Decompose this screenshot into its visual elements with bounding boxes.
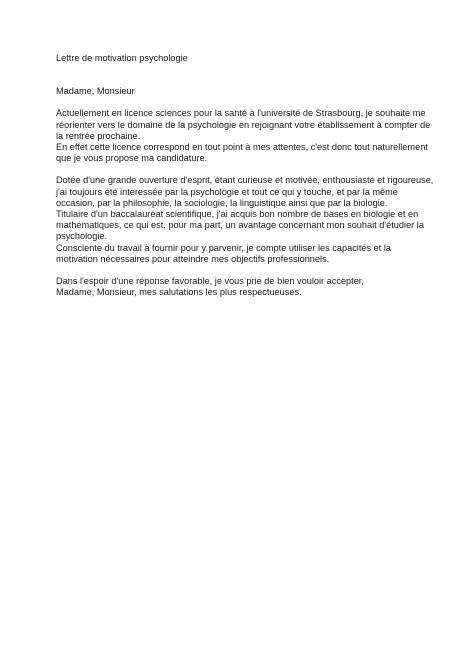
paragraph-profile <box>56 175 434 265</box>
letter-body <box>56 53 434 298</box>
paragraph-line: motivation nécessaires pour atteindre mes objectifs professionnels. <box>56 253 330 264</box>
paragraph-line: que je vous propose ma candidature. <box>56 153 208 164</box>
salutation: Madame, Monsieur <box>56 86 135 97</box>
paragraph-line: Dotée d'une grande ouverture d'esprit, étant curieuse et motivée, enthousiaste et rigoureuse, <box>56 175 434 186</box>
paragraph-line: réorienter vers le domaine de la psychologie en rejoignant votre établissement à compter de <box>56 119 431 130</box>
paragraph-intro <box>56 108 431 164</box>
paragraph-line: Titulaire d'un baccalauréat scientifique, j'ai acquis bon nombre de bases en biologie et en <box>56 209 419 220</box>
paragraph-line: Consciente du travail à fournir pour y parvenir, je compte utiliser les capacités et la <box>56 242 391 253</box>
paragraph-line: Madame, Monsieur, mes salutations les plus respectueuses. <box>56 287 302 298</box>
paragraph-line: mathématiques, ce qui est, pour ma part, un avantage concernant mon souhait d'étudier la <box>56 220 424 231</box>
spacer <box>56 97 426 108</box>
paragraph-line: Actuellement en licence sciences pour la santé à l'université de Strasbourg, je souhaite me <box>56 108 426 119</box>
paragraph-closing <box>56 276 426 298</box>
paragraph-line: Dans l'espoir d'une réponse favorable, je vous prie de bien vouloir accepter, <box>56 276 364 287</box>
spacer <box>56 265 426 276</box>
spacer <box>56 64 426 86</box>
paragraph-line: occasion, par la philosophie, la sociologie, la linguistique ainsi que par la biologie. <box>56 197 388 208</box>
letter-title: Lettre de motivation psychologie <box>56 53 188 63</box>
paragraph-line: En effet cette licence correspond en tout point à mes attentes, c'est donc tout naturellement <box>56 142 428 153</box>
spacer <box>56 164 426 175</box>
paragraph-line: psychologie. <box>56 231 108 242</box>
paragraph-line: j'ai toujours été interessée par la psychologie et tout ce qui y touche, et par la même <box>56 186 398 197</box>
paragraph-line: la rentrée prochaine. <box>56 130 141 141</box>
